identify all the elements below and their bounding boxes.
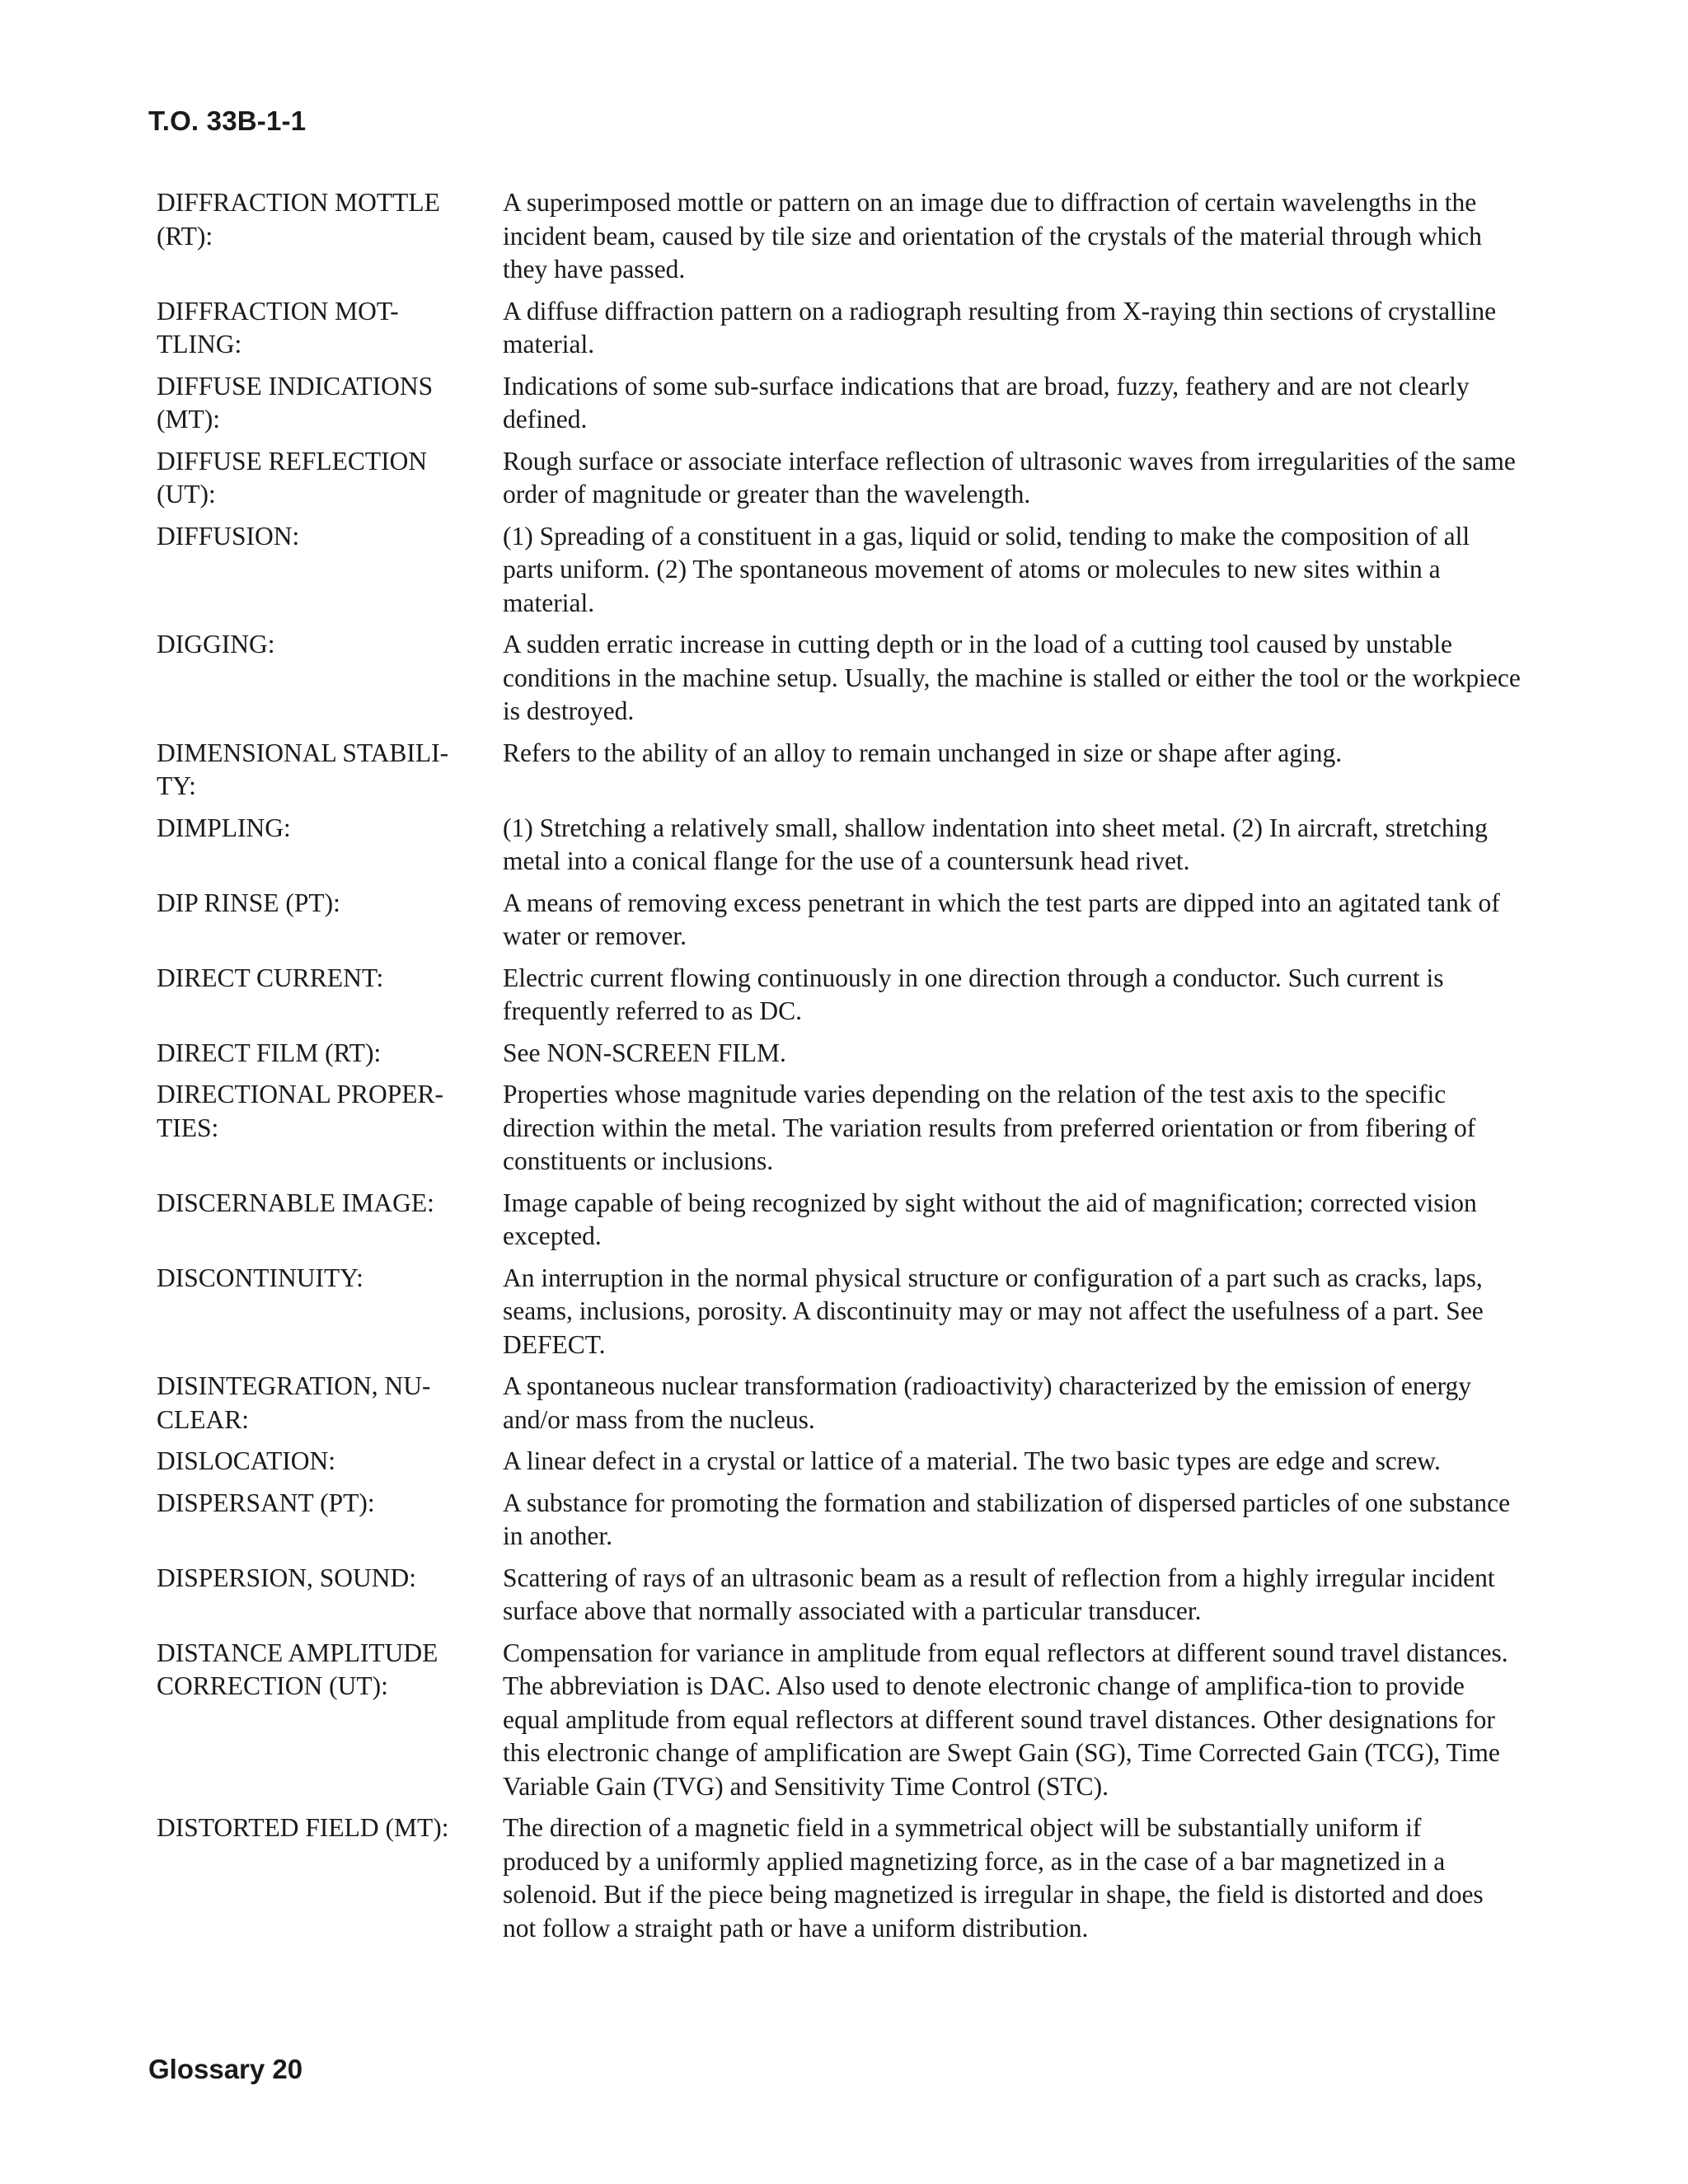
glossary-term: DIP RINSE (PT): [157,888,340,917]
glossary-list [157,186,1521,1953]
glossary-definition: The direction of a magnetic field in a symmetrical object will be substantially uniform if produced by a uniformly applied magnetizing force, as in the case of a bar magnetized in a solenoid. But if the piece being magnetized is irregular in shape, the field is distorted and does not follow a straight path or have a uniform distribution. [503,1813,1484,1943]
document-number-header: T.O. 33B-1-1 [148,105,307,136]
glossary-definition: Rough surface or associate interface reflection of ultrasonic waves from irregularities of the same order of magnitude or greater than the wavelength. [503,446,1516,509]
glossary-term: DIFFUSE REFLECTION (UT): [157,446,428,509]
glossary-definition: (1) Spreading of a constituent in a gas, liquid or solid, tending to make the composition of all parts uniform. (2) The spontaneous movement of atoms or molecules to new sites within a material. [503,521,1470,617]
glossary-term: DIMPLING: [157,813,291,842]
glossary-term: DIRECTIONAL PROPER- TIES: [157,1080,443,1142]
glossary-definition: A superimposed mottle or pattern on an image due to diffraction of certain wavelengths in the incident beam, caused by tile size and orientation of the crystals of the material through which they have passed. [503,188,1482,284]
glossary-definition: (1) Stretching a relatively small, shallow indentation into sheet metal. (2) In aircraft, stretching metal into a conical flange for the use of a countersunk head rivet. [503,813,1488,875]
glossary-entry [157,1037,1521,1071]
glossary-term: DISTANCE AMPLITUDE CORRECTION (UT): [157,1638,438,1700]
glossary-definition: A spontaneous nuclear transformation (radioactivity) characterized by the emission of energy and/or mass from the nucleus. [503,1371,1472,1434]
glossary-definition: Refers to the ability of an alloy to remain unchanged in size or shape after aging. [503,738,1343,767]
page-number-footer: Glossary 20 [148,2054,303,2084]
glossary-term: DIFFRACTION MOTTLE (RT): [157,188,440,251]
glossary-entry [157,1487,1521,1554]
glossary-term: DISCONTINUITY: [157,1263,363,1292]
glossary-definition: A linear defect in a crystal or lattice of a material. The two basic types are edge and screw. [503,1446,1441,1475]
glossary-definition: A means of removing excess penetrant in which the test parts are dipped into an agitated tank of water or remover. [503,888,1500,950]
glossary-definition: Electric current flowing continuously in one direction through a conductor. Such current is frequently referred to as DC. [503,963,1444,1025]
glossary-entry [157,628,1521,729]
glossary-entry [157,1078,1521,1179]
glossary-entry [157,962,1521,1029]
glossary-definition: Image capable of being recognized by sight without the aid of magnification; corrected vision excepted. [503,1188,1477,1250]
glossary-entry [157,445,1521,512]
glossary-definition: A sudden erratic increase in cutting depth or in the load of a cutting tool caused by unstable conditions in the machine setup. Usually, the machine is stalled or either the tool or the workpiece is destroyed. [503,630,1521,725]
glossary-definition: A substance for promoting the formation and stabilization of dispersed particles of one substance in another. [503,1488,1511,1550]
glossary-entry [157,887,1521,954]
glossary-entry [157,812,1521,879]
glossary-definition: A diffuse diffraction pattern on a radiograph resulting from X-raying thin sections of crystalline material. [503,296,1497,359]
glossary-entry [157,737,1521,804]
glossary-entry [157,1370,1521,1436]
glossary-term: DIFFUSE INDICATIONS (MT): [157,371,434,434]
glossary-entry [157,1562,1521,1629]
glossary-term: DISPERSANT (PT): [157,1488,375,1517]
glossary-term: DISLOCATION: [157,1446,335,1475]
glossary-term: DIGGING: [157,630,275,658]
glossary-term: DISTORTED FIELD (MT): [157,1813,449,1842]
glossary-entry [157,370,1521,437]
glossary-definition: Compensation for variance in amplitude from equal reflectors at different sound travel distances. The abbreviation is DAC. Also used to denote electronic change of amplifica-tion to provide equal amplitude from equal reflectors at different sound travel distances. Other designations for this electronic change of amplification are Swept Gain (SG), Time Corrected Gain (TCG), Time Variable Gain (TVG) and Sensitivity Time Control (STC). [503,1638,1508,1801]
glossary-term: DIFFUSION: [157,521,300,551]
glossary-term: DISPERSION, SOUND: [157,1563,417,1592]
glossary-definition: Properties whose magnitude varies depending on the relation of the test axis to the specific direction within the metal. The variation results from preferred orientation or from fibering of constituents or inclusions. [503,1080,1476,1175]
glossary-entry [157,1811,1521,1945]
glossary-entry [157,1187,1521,1254]
glossary-term: DISCERNABLE IMAGE: [157,1188,434,1217]
glossary-term: DIRECT FILM (RT): [157,1038,382,1067]
glossary-entry [157,295,1521,362]
glossary-definition: An interruption in the normal physical structure or configuration of a part such as cracks, laps, seams, inclusions, porosity. A discontinuity may or may not affect the usefulness of a part. See DEFECT. [503,1263,1484,1359]
glossary-entry [157,1637,1521,1804]
glossary-entry [157,1262,1521,1362]
glossary-definition: See NON-SCREEN FILM. [503,1038,786,1067]
glossary-term: DIFFRACTION MOT- TLING: [157,296,399,359]
glossary-definition: Scattering of rays of an ultrasonic beam as a result of reflection from a highly irregular incident surface above that normally associated with a particular transducer. [503,1563,1495,1625]
glossary-entry [157,520,1521,621]
glossary-entry [157,1445,1521,1479]
glossary-term: DIMENSIONAL STABILI- TY: [157,738,449,800]
glossary-definition: Indications of some sub-surface indications that are broad, fuzzy, feathery and are not clearly defined. [503,371,1470,434]
glossary-term: DIRECT CURRENT: [157,963,384,992]
glossary-entry [157,186,1521,287]
glossary-term: DISINTEGRATION, NU- CLEAR: [157,1371,431,1434]
